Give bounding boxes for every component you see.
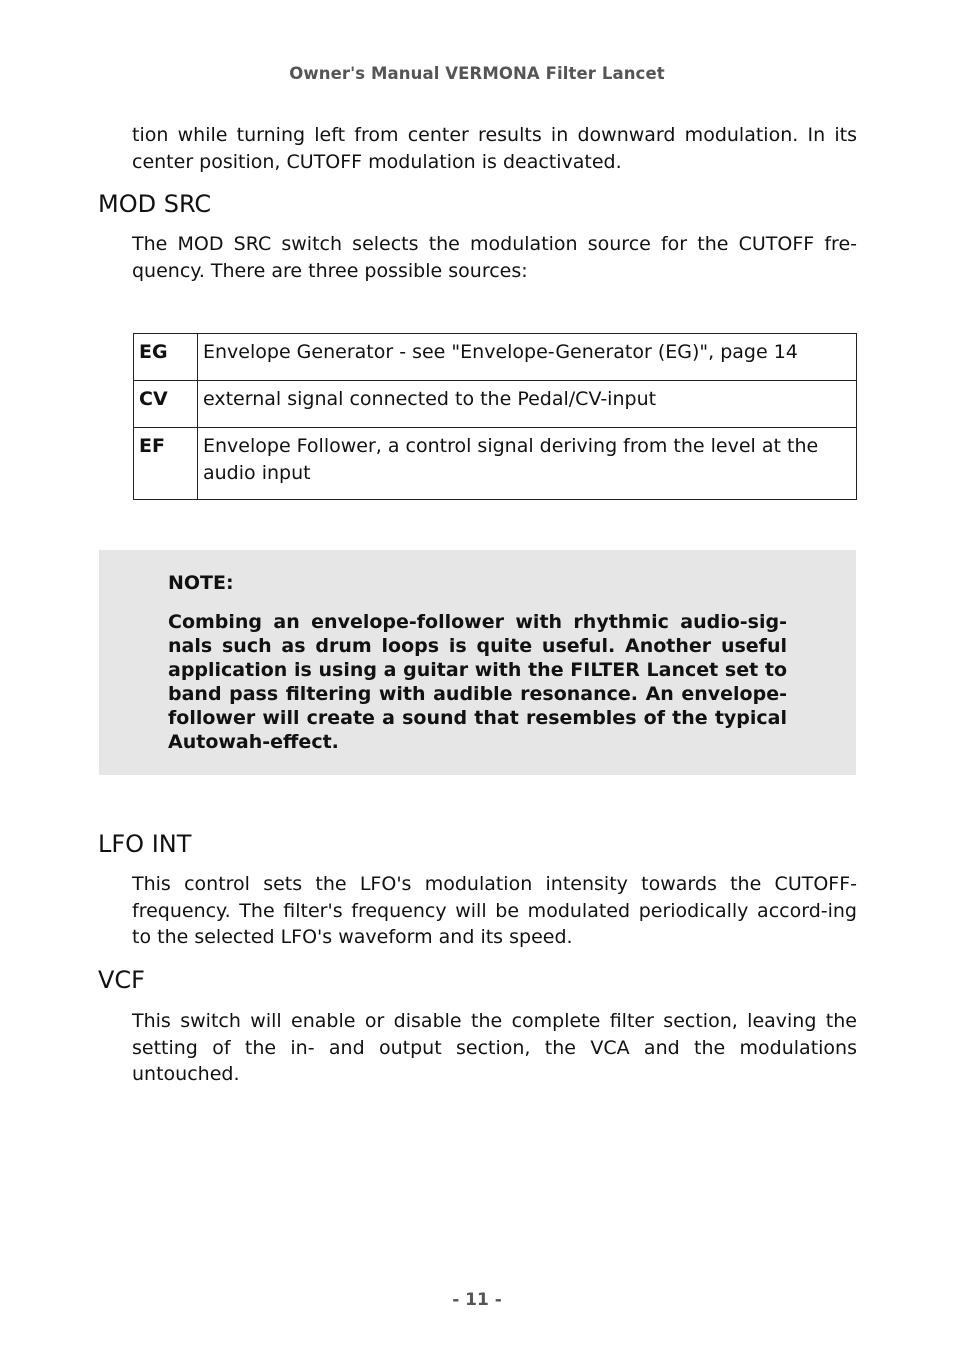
table-row — [134, 381, 857, 428]
note-title: NOTE: — [168, 572, 234, 594]
note-text: Combing an envelope-follower with rhythmic audio-sig-nals such as drum loops is quite useful. Another useful application is using a guitar with the FILTER Lancet set to band pass filtering with audible resonance. An envelope-follower will create a sound that resembles of the typical Autowah-effect. — [168, 611, 787, 753]
source-description-cell: external signal connected to the Pedal/CV-input — [198, 381, 857, 428]
source-key-cell: CV — [134, 381, 198, 428]
source-description-cell: Envelope Follower, a control signal deriving from the level at the audio input — [198, 428, 857, 500]
note-box — [99, 550, 856, 775]
mod-src-heading: MOD SRC — [98, 190, 212, 218]
modulation-sources-table — [133, 333, 857, 500]
table-row — [134, 334, 857, 381]
lfo-int-heading: LFO INT — [98, 830, 192, 858]
running-header: Owner's Manual VERMONA Filter Lancet — [289, 64, 665, 83]
lfo-int-paragraph: This control sets the LFO's modulation intensity towards the CUTOFF-frequency. The filter's frequency will be modulated periodically accord-ing to the selected LFO's waveform and its speed. — [132, 873, 857, 948]
page-number: - 11 - — [452, 1290, 502, 1310]
source-key-cell: EF — [134, 428, 198, 500]
table-row — [134, 428, 857, 500]
mod-src-paragraph: The MOD SRC switch selects the modulation source for the CUTOFF fre-quency. There are three possible sources: — [132, 233, 857, 282]
vcf-heading: VCF — [98, 966, 145, 994]
source-description-cell: Envelope Generator - see "Envelope-Generator (EG)", page 14 — [198, 334, 857, 381]
vcf-paragraph: This switch will enable or disable the complete filter section, leaving the setting of the in- and output section, the VCA and the modulations untouched. — [132, 1010, 857, 1085]
intro-paragraph: tion while turning left from center results in downward modulation. In its center position, CUTOFF modulation is deactivated. — [132, 124, 857, 173]
source-key-cell: EG — [134, 334, 198, 381]
